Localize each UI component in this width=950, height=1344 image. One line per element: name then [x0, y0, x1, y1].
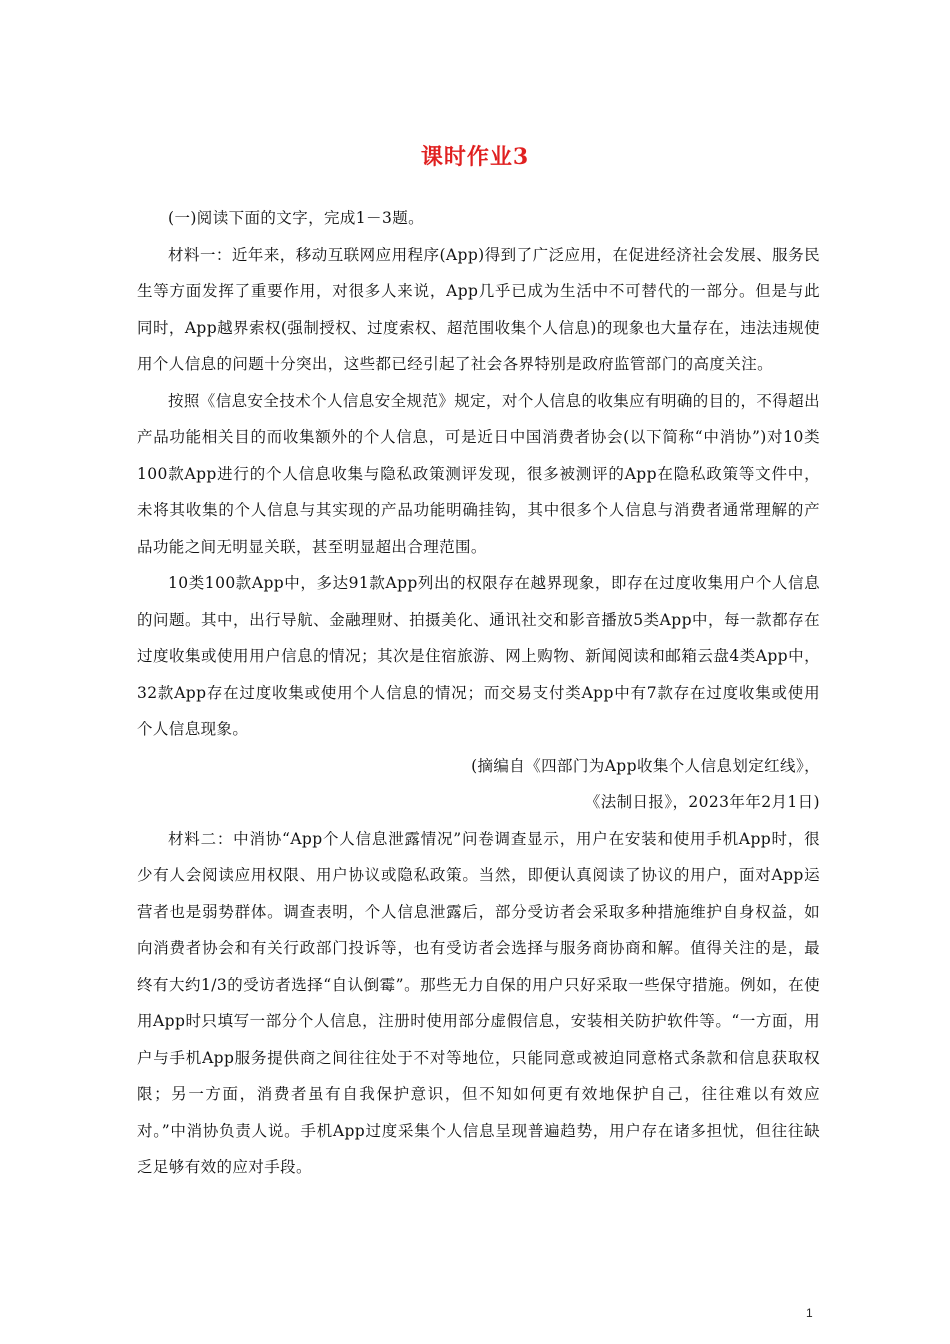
- statistics-paragraph: 10类100款App中，多达91款App列出的权限存在越界现象，即存在过度收集用户个人信息的问题。其中，出行导航、金融理财、拍摄美化、通讯社交和影音播放5类App中，每一款都存在过度收集或使用用户信息的情况；其次是住宿旅游、网上购物、新闻阅读和邮箱云盘4类App中，32款App存在过度收集或使用个人信息的情况；而交易支付类App中有7款存在过度收集或使用个人信息现象。: [137, 574, 820, 738]
- page-number: 1: [806, 1306, 813, 1320]
- material-two-paragraph: 材料二：中消协“App个人信息泄露情况”问卷调查显示，用户在安装和使用手机App时，很少有人会阅读应用权限、用户协议或隐私政策。当然，即便认真阅读了协议的用户，面对App运营者也是弱势群体。调查表明，个人信息泄露后，部分受访者会采取多种措施维护自身权益，如向消费者协会和有关行政部门投诉等，也有受访者会选择与服务商协商和解。值得关注的是，最终有大约1/3的受访者选择“自认倒霉”。那些无力自保的用户只好采取一些保守措施。例如，在使用App时只填写一部分个人信息，注册时使用部分虚假信息，安装相关防护软件等。“一方面，用户与手机App服务提供商之间往往处于不对等地位，只能同意或被迫同意格式条款和信息获取权限；另一方面，消费者虽有自我保护意识，但不知如何更有效地保护自己，往往难以有效应对。”中消协负责人说。手机App过度采集个人信息呈现普遍趋势，用户存在诸多担忧，但往往缺乏足够有效的应对手段。: [137, 829, 820, 1176]
- document-title: 课时作业3: [420, 144, 530, 170]
- source-citation-line1: (摘编自《四部门为App收集个人信息划定红线》，: [471, 756, 820, 775]
- material-one-paragraph: 材料一：近年来，移动互联网应用程序(App)得到了广泛应用，在促进经济社会发展、服务民生等方面发挥了重要作用，对很多人来说，App几乎已成为生活中不可替代的一部分。但是与此同时，App越界索权(强制授权、过度索权、超范围收集个人信息)的现象也大量存在，违法违规使用个人信息的问题十分突出，这些都已经引起了社会各界特别是政府监管部门的高度关注。: [137, 245, 820, 373]
- regulation-paragraph: 按照《信息安全技术个人信息安全规范》规定，对个人信息的收集应有明确的目的，不得超出产品功能相关目的而收集额外的个人信息，可是近日中国消费者协会(以下简称“中消协”)对10类100款App进行的个人信息收集与隐私政策测评发现，很多被测评的App在隐私政策等文件中，未将其收集的个人信息与其实现的产品功能明确挂钩，其中很多个人信息与消费者通常理解的产品功能之间无明显关联，甚至明显超出合理范围。: [137, 391, 820, 556]
- intro-paragraph: (一)阅读下面的文字，完成1－3题。: [168, 209, 425, 227]
- document-body: [137, 200, 820, 1186]
- source-citation-line2: 《法制日报》，2023年年2月1日): [584, 793, 820, 811]
